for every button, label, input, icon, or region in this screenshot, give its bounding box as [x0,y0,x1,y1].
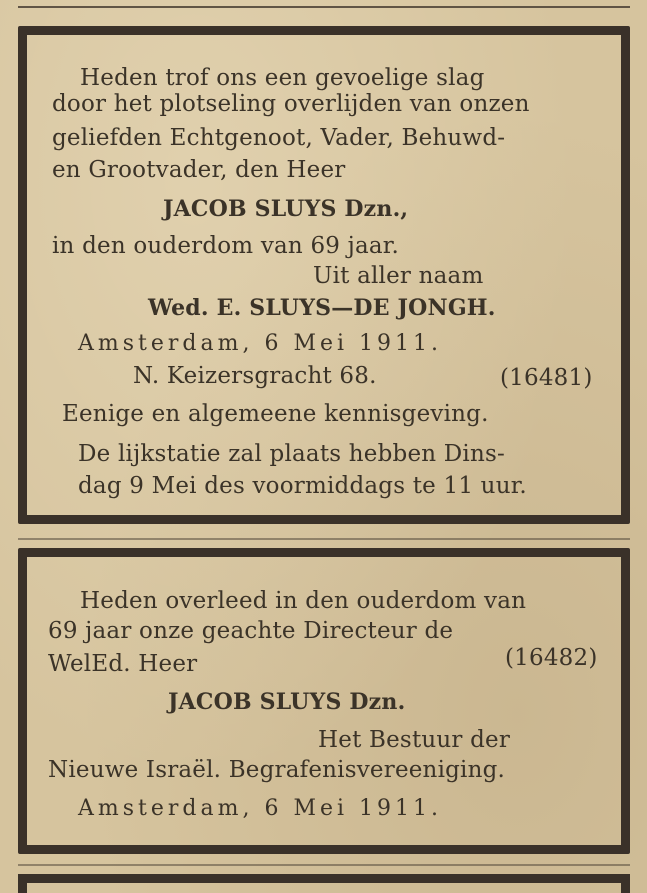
notice-2-reference: (16482) [505,645,598,671]
notice-1-line-3: geliefden Echtgenoot, Vader, Behuwd- [52,125,506,151]
notice-1-deceased-name: JACOB SLUYS Dzn., [163,196,409,222]
top-rule [18,6,630,8]
notice-1-line-2: door het plotseling overlijden van onzen [52,91,530,117]
notice-2-line-3: WelEd. Heer [48,651,198,677]
notice-1-line-1 [80,64,597,92]
bottom-separator-rule [18,864,630,866]
notice-1-line-1-text: Heden trof ons een gevoelige slag [80,65,485,91]
next-notice-border [18,874,630,893]
notice-2-line-2: 69 jaar onze geachte Directeur de [48,618,454,644]
notice-1-address: N. Keizersgracht 68. [133,363,377,389]
notice-1-line-4: en Grootvader, den Heer [52,157,346,183]
notice-2-deceased-name: JACOB SLUYS Dzn. [168,689,406,715]
notice-1-announcement: Eenige en algemeene kennisgeving. [62,401,489,427]
notice-1-on-behalf: Uit aller naam [313,263,484,289]
notice-2-place-date: Amsterdam, 6 Mei 1911. [78,796,443,821]
notice-1-age: in den ouderdom van 69 jaar. [52,233,399,259]
notice-1-reference: (16481) [500,365,593,391]
notice-2-line-1: Heden overleed in den ouderdom van [80,588,527,614]
notice-1-funeral-line-1: De lijkstatie zal plaats hebben Dins- [78,441,505,467]
notice-2-signatory-line-1: Het Bestuur der [318,727,511,753]
notice-1-funeral-line-2: dag 9 Mei des voormiddags te 11 uur. [78,473,527,499]
notice-1-signatory: Wed. E. SLUYS—DE JONGH. [148,295,496,321]
separator-rule [18,538,630,540]
notice-1-place-date: Amsterdam, 6 Mei 1911. [78,331,443,356]
notice-2-signatory-line-2: Nieuwe Israël. Begrafenisvereeniging. [48,757,506,783]
